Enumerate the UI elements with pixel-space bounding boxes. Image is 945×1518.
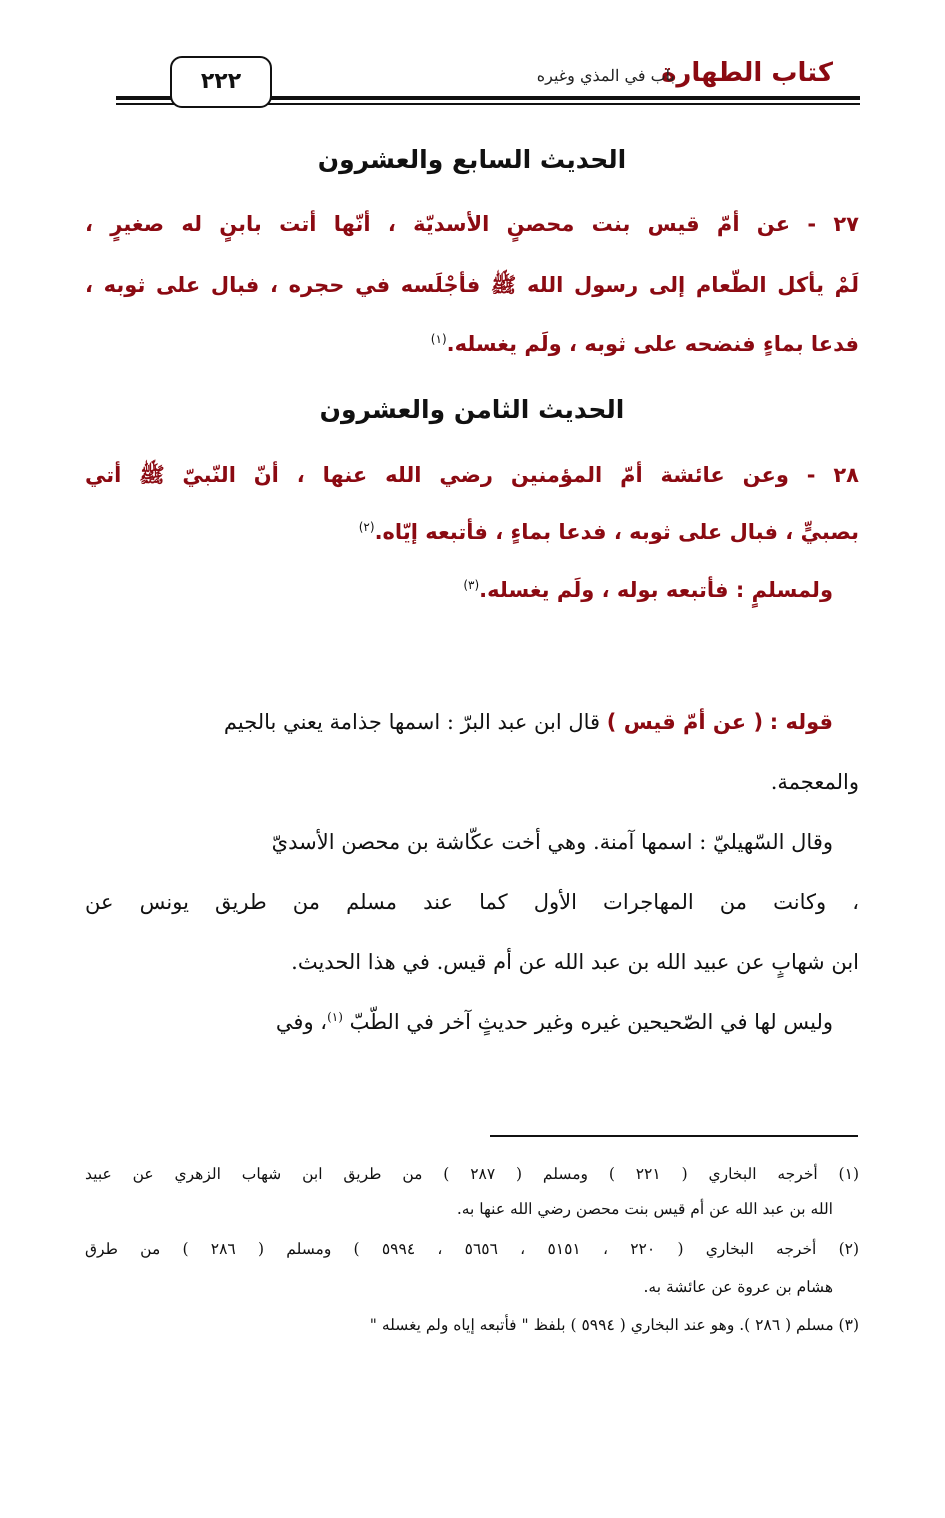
muslim-narration: ولمسلمٍ : فأتبعه بوله ، ولَم يغسله. [479, 578, 833, 602]
commentary-text: قال ابن عبد البرّ : اسمها جذامة يعني بالجيم [223, 710, 601, 734]
footnote-1-line-2: الله بن عبد الله عن أم قيس بنت محصن رضي الله عنها به. [456, 1200, 833, 1218]
footnote-1-line-1: (١) أخرجه البخاري ( ٢٢١ ) ومسلم ( ٢٨٧ ) من طريق ابن شهاب الزهري عن عبيد [85, 1165, 859, 1183]
hadith-27-line-3 [85, 332, 859, 356]
page-number: ٢٢٢ [170, 56, 272, 108]
footnote-ref-1b: (١) [327, 1010, 343, 1024]
hadith-28-line-2 [85, 520, 859, 544]
hadith-27-text: فدعا بماءٍ فنضحه على ثوبه ، ولَم يغسله. [446, 332, 859, 356]
footnote-3-line-1: (٣) مسلم ( ٢٨٦ ). وهو عند البخاري ( ٥٩٩٤ ) بلفظ " فأتبعه إياه ولم يغسله " [369, 1316, 859, 1334]
qawluhu-label: قوله : [769, 710, 833, 734]
footnote-ref-1: (١) [430, 332, 447, 346]
hadith-28-heading: الحديث الثامن والعشرون [319, 395, 625, 424]
footnote-2-line-1: (٢) أخرجه البخاري ( ٢٢٠ ، ٥١٥١ ، ٥٦٥٦ ، ٥٩٩٤ ) ومسلم ( ٢٨٦ ) من طرق [85, 1240, 860, 1258]
commentary-line-4: ، وكانت من المهاجرات الأول كما عند مسلم من طريق يونس عن [85, 890, 859, 914]
commentary-line-1 [85, 710, 833, 734]
hadith-27-line-1: ٢٧ - عن أمّ قيس بنت محصنٍ الأسديّة ، أنّها أتت بابنٍ له صغيرٍ ، [85, 212, 859, 236]
book-title: كتاب الطهارة [661, 58, 833, 88]
commentary-text: وليس لها في الصّحيحين غيره وغير حديثٍ آخر في الطّبّ [349, 1010, 833, 1034]
hadith-28-text: بصبيٍّ ، فبال على ثوبه ، فدعا بماءٍ ، فأتبعه إيّاه. [374, 520, 859, 544]
footnote-separator [490, 1135, 858, 1137]
commentary-line-5: ابن شهابٍ عن عبيد الله بن عبد الله عن أم قيس. في هذا الحديث. [291, 950, 859, 974]
footnote-ref-3: (٣) [463, 578, 480, 592]
commentary-line-6 [85, 1010, 833, 1034]
quoted-phrase: ( عن أمّ قيس ) [606, 710, 764, 734]
commentary-line-3: وقال السّهيليّ : اسمها آمنة. وهي أخت عكّاشة بن محصن الأسديّ [271, 830, 833, 854]
commentary-line-2: والمعجمة. [770, 770, 859, 794]
footnote-2-line-2: هشام بن عروة عن عائشة به. [643, 1278, 833, 1296]
hadith-28-line-3 [59, 578, 833, 602]
chapter-title: باب في المذي وغيره [536, 66, 675, 85]
hadith-27-line-2: لَمْ يأكل الطّعام إلى رسول الله ﷺ فأجْلَسه في حجره ، فبال على ثوبه ، [85, 273, 859, 297]
hadith-28-line-1: ٢٨ - وعن عائشة أمّ المؤمنين رضي الله عنها ، أنّ النّبيّ ﷺ أتي [85, 463, 859, 487]
footnote-ref-2: (٢) [358, 520, 375, 534]
commentary-continuation: ، وفي [275, 1010, 328, 1034]
hadith-27-heading: الحديث السابع والعشرون [317, 145, 627, 174]
